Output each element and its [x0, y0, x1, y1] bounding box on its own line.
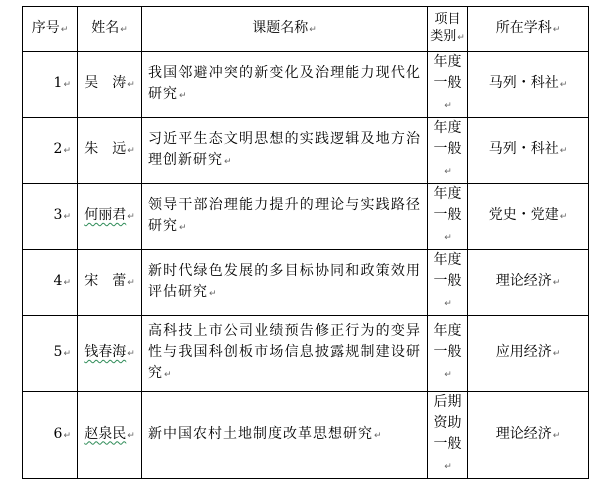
row-name: 吴 涛↵: [78, 52, 142, 118]
row-name: 宋 蕾↵: [78, 250, 142, 316]
row-index: 1↵: [23, 52, 78, 118]
paragraph-mark: ↵: [457, 33, 465, 43]
row-index: 6↵: [23, 392, 78, 479]
header-name: 姓名↵: [78, 7, 142, 52]
row-type: 年度 一般↵: [428, 250, 468, 316]
row-discipline: 马列・科社↵: [468, 52, 589, 118]
row-index: 3↵: [23, 184, 78, 250]
row-index: 2↵: [23, 118, 78, 184]
row-title: 我国邻避冲突的新变化及治理能力现代化研究↵: [142, 52, 428, 118]
header-index: 序号↵: [23, 7, 78, 52]
row-title: 新中国农村土地制度改革思想研究↵: [142, 392, 428, 479]
header-title: 课题名称↵: [142, 7, 428, 52]
row-index: 4↵: [23, 250, 78, 316]
table-row: [23, 184, 589, 250]
table-row: [23, 118, 589, 184]
table-row: [23, 392, 589, 479]
projects-table: [22, 6, 589, 479]
row-type: 年度 一般↵: [428, 118, 468, 184]
row-name: 钱春海↵: [78, 316, 142, 392]
row-title: 领导干部治理能力提升的理论与实践路径研究↵: [142, 184, 428, 250]
row-title: 高科技上市公司业绩预告修正行为的变异性与我国科创板市场信息披露规制建设研究↵: [142, 316, 428, 392]
paragraph-mark: ↵: [552, 24, 561, 35]
paragraph-mark: ↵: [120, 24, 128, 35]
row-index: 5↵: [23, 316, 78, 392]
row-discipline: 马列・科社↵: [468, 118, 589, 184]
row-title: 习近平生态文明思想的实践逻辑及地方治理创新研究↵: [142, 118, 428, 184]
row-type: 年度 一般↵: [428, 52, 468, 118]
paragraph-mark: ↵: [309, 24, 317, 35]
row-type: 后期 资助 一般↵: [428, 392, 468, 479]
row-name: 何丽君↵: [78, 184, 142, 250]
header-type: 项目 类别↵: [428, 7, 468, 52]
row-name: 朱 远↵: [78, 118, 142, 184]
row-discipline: 应用经济↵: [468, 316, 589, 392]
row-title: 新时代绿色发展的多目标协同和政策效用评估研究↵: [142, 250, 428, 316]
table-row: [23, 250, 589, 316]
row-discipline: 理论经济↵: [468, 392, 589, 479]
table-row: [23, 316, 589, 392]
table-header-row: [23, 7, 589, 52]
row-discipline: 理论经济↵: [468, 250, 589, 316]
row-name: 赵泉民↵: [78, 392, 142, 479]
paragraph-mark: ↵: [60, 24, 69, 35]
header-discipline: 所在学科↵: [468, 7, 589, 52]
row-type: 年度 一般↵: [428, 184, 468, 250]
table-row: [23, 52, 589, 118]
row-discipline: 党史・党建↵: [468, 184, 589, 250]
row-type: 年度 一般↵: [428, 316, 468, 392]
